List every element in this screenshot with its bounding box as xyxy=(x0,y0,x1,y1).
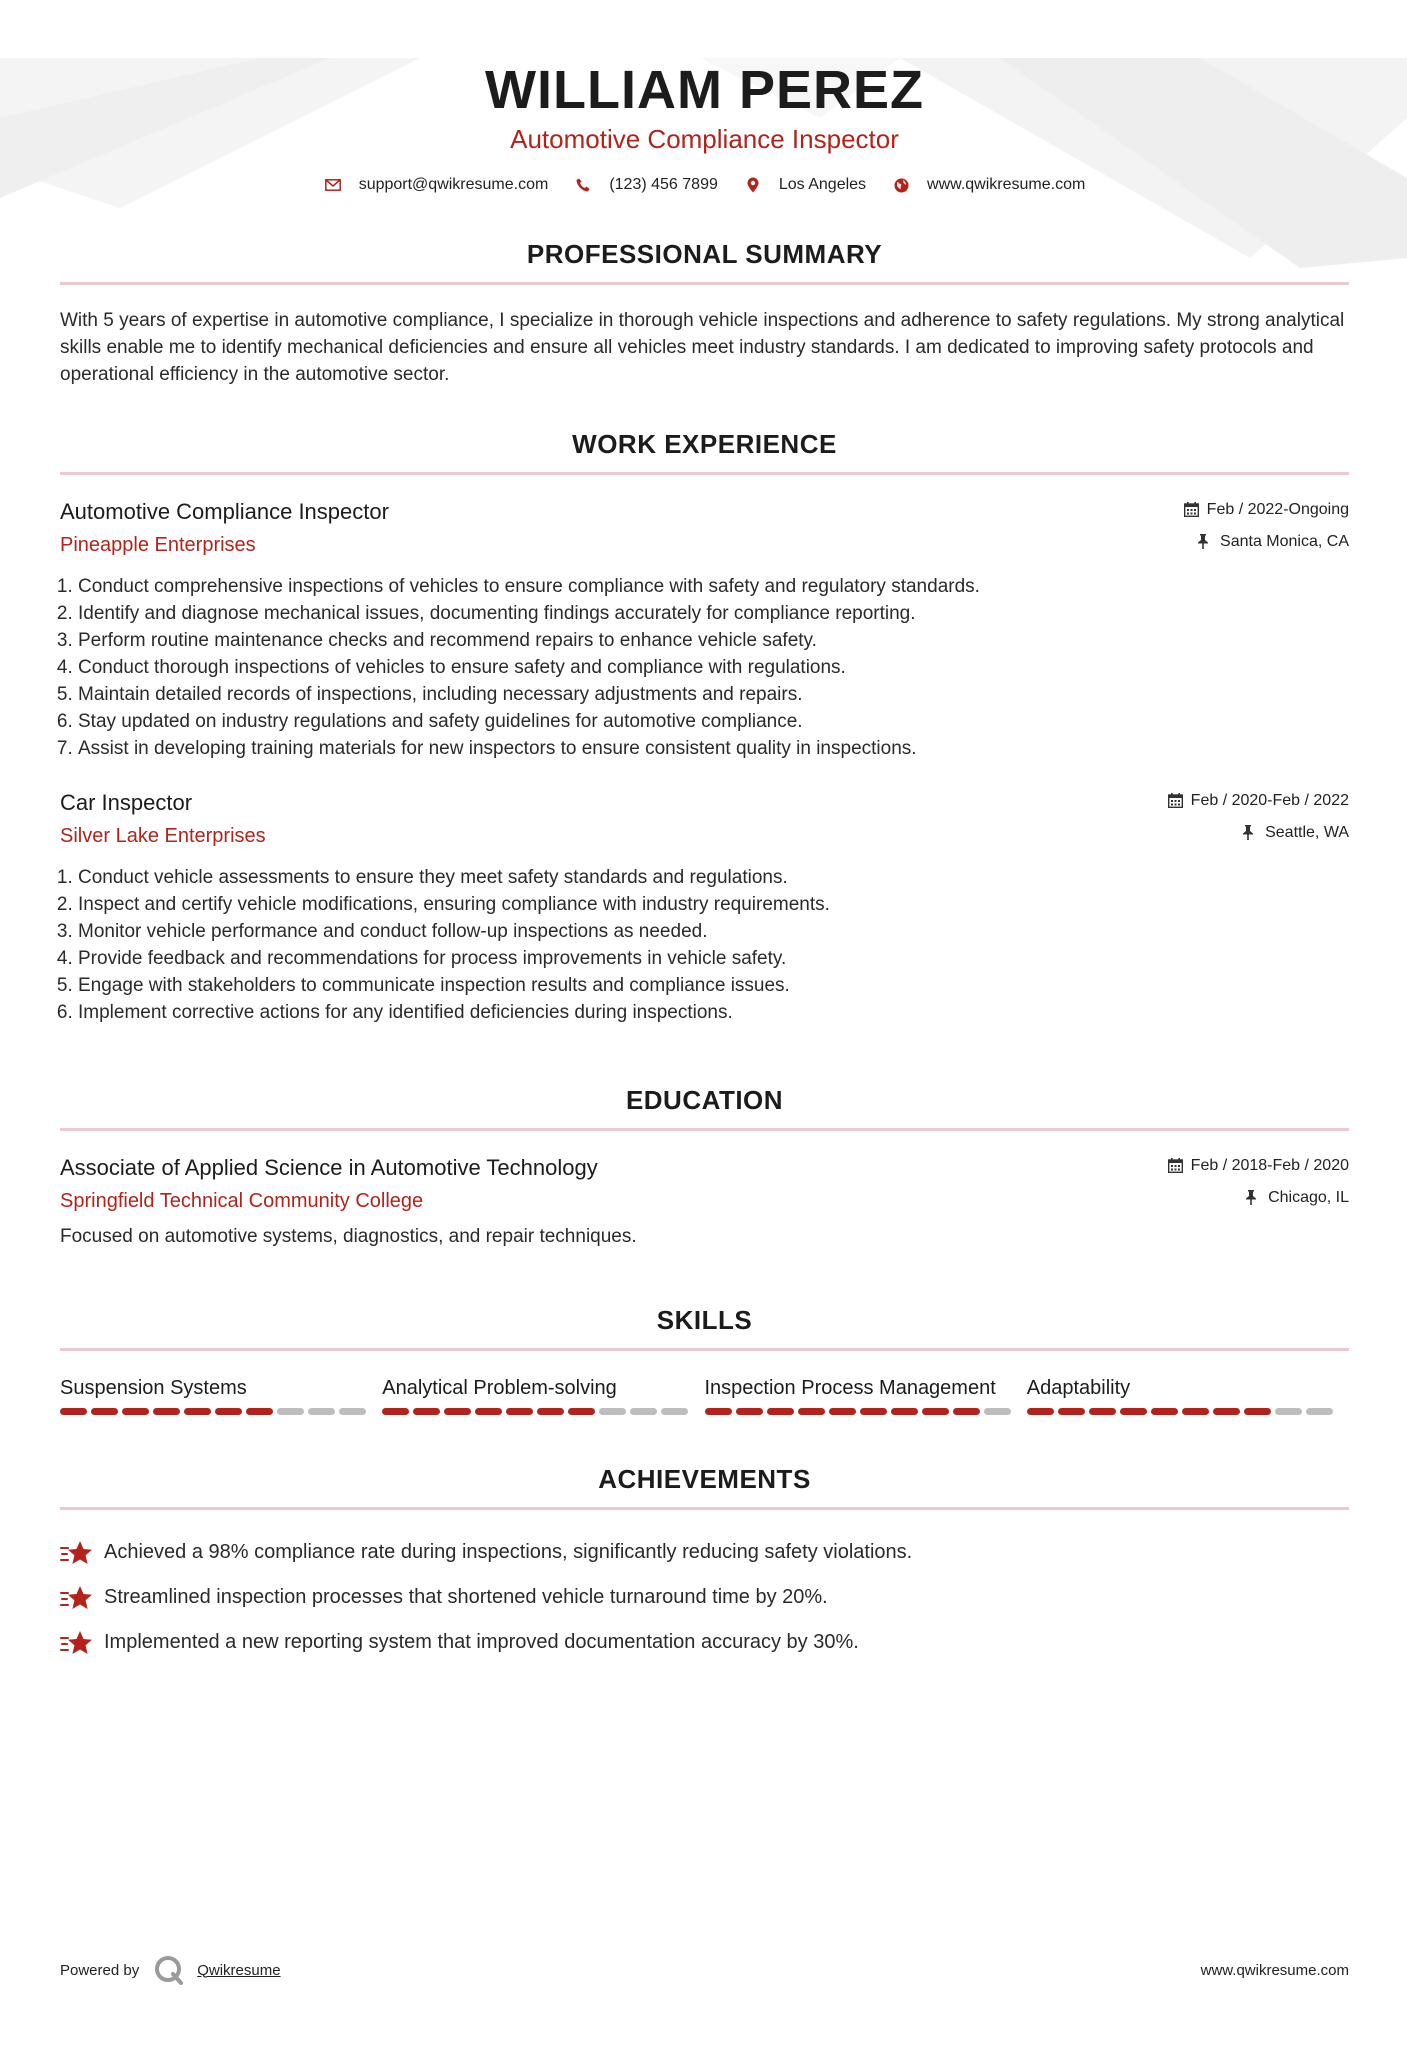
footer xyxy=(60,1954,1349,1986)
envelope-icon xyxy=(324,176,342,194)
contact-email-text: support@qwikresume.com xyxy=(358,176,549,193)
rating-dot-filled xyxy=(246,1408,273,1415)
achievement-text: Achieved a 98% compliance rate during inspections, significantly reducing safety violations. xyxy=(104,1541,913,1563)
rating-dot-filled xyxy=(829,1408,856,1415)
education-dates: Feb / 2018-Feb / 2020 xyxy=(1190,1157,1349,1174)
education-location: Chicago, IL xyxy=(1268,1189,1349,1206)
rating-dot-filled xyxy=(1089,1408,1116,1415)
education-entry xyxy=(60,1153,1349,1250)
experience-heading: WORK EXPERIENCE xyxy=(572,429,837,459)
skill-rating xyxy=(382,1408,704,1415)
rating-dot-filled xyxy=(413,1408,440,1415)
skill-rating xyxy=(60,1408,382,1415)
rating-dot-filled xyxy=(891,1408,918,1415)
skill-name: Analytical Problem-solving xyxy=(382,1377,617,1399)
job-location: Seattle, WA xyxy=(1265,824,1349,841)
rating-dot-empty xyxy=(339,1408,366,1415)
section-divider xyxy=(60,1348,1349,1351)
rating-dot-filled xyxy=(506,1408,533,1415)
rating-dot-filled xyxy=(1182,1408,1209,1415)
section-divider xyxy=(60,1507,1349,1510)
list-item: 2. Inspect and certify vehicle modifications, ensuring compliance with industry requirements. xyxy=(78,891,1349,918)
job-role: Automotive Compliance Inspector xyxy=(60,499,389,524)
contact-email[interactable] xyxy=(324,176,549,194)
job-entry xyxy=(60,788,1349,1026)
contact-location-text: Los Angeles xyxy=(778,176,867,193)
skill-rating xyxy=(705,1408,1027,1415)
brand-link[interactable]: Qwikresume xyxy=(197,1961,281,1979)
resume-page xyxy=(60,58,1349,1665)
rating-dot-filled xyxy=(475,1408,502,1415)
list-item: 6. Stay updated on industry regulations and safety guidelines for automotive compliance. xyxy=(78,708,1349,735)
rating-dot-empty xyxy=(599,1408,626,1415)
contact-location xyxy=(744,176,866,194)
skill-item xyxy=(382,1375,704,1415)
rating-dot-empty xyxy=(1275,1408,1302,1415)
candidate-title: Automotive Compliance Inspector xyxy=(510,124,899,154)
list-item: 2. Identify and diagnose mechanical issues, documenting findings accurately for compliance reporting. xyxy=(78,600,1349,627)
rating-dot-filled xyxy=(537,1408,564,1415)
summary-text: With 5 years of expertise in automotive compliance, I specialize in thorough vehicle inspections and adherence to safety regulations. My strong analytical skills enable me to identify mechanical deficiencies and ensure all vehicles meet industry standards. I am dedicated to improving safety protocols and operational efficiency in the automotive sector. xyxy=(60,310,1345,385)
contact-website-text: www.qwikresume.com xyxy=(927,176,1086,193)
rating-dot-filled xyxy=(1151,1408,1178,1415)
rating-dot-filled xyxy=(568,1408,595,1415)
list-item: 5. Engage with stakeholders to communicate inspection results and compliance issues. xyxy=(78,972,1349,999)
education-description: Focused on automotive systems, diagnostics, and repair techniques. xyxy=(60,1226,637,1247)
pushpin-icon xyxy=(1197,534,1213,550)
list-item: 1. Conduct comprehensive inspections of vehicles to ensure compliance with safety and regulatory standards. xyxy=(78,573,1349,600)
star-icon xyxy=(60,1539,94,1567)
contact-phone-text: (123) 456 7899 xyxy=(609,176,718,193)
skill-rating xyxy=(1027,1408,1349,1415)
rating-dot-empty xyxy=(277,1408,304,1415)
rating-dot-filled xyxy=(91,1408,118,1415)
job-location: Santa Monica, CA xyxy=(1220,533,1349,550)
rating-dot-filled xyxy=(798,1408,825,1415)
rating-dot-filled xyxy=(1213,1408,1240,1415)
calendar-icon xyxy=(1168,793,1184,809)
section-divider xyxy=(60,282,1349,285)
rating-dot-filled xyxy=(705,1408,732,1415)
powered-by-label: Powered by xyxy=(60,1961,140,1979)
rating-dot-filled xyxy=(184,1408,211,1415)
footer-website[interactable]: www.qwikresume.com xyxy=(1200,1961,1349,1979)
rating-dot-filled xyxy=(953,1408,980,1415)
rating-dot-filled xyxy=(1120,1408,1147,1415)
rating-dot-filled xyxy=(1027,1408,1054,1415)
skill-item xyxy=(60,1375,382,1415)
achievement-item xyxy=(60,1575,1349,1620)
rating-dot-empty xyxy=(630,1408,657,1415)
list-item: 4. Provide feedback and recommendations for process improvements in vehicle safety. xyxy=(78,945,1349,972)
skills-section xyxy=(60,1304,1349,1415)
candidate-name: WILLIAM PEREZ xyxy=(485,60,924,120)
calendar-icon xyxy=(1184,502,1200,518)
achievements-list xyxy=(60,1530,1349,1665)
achievement-text: Streamlined inspection processes that shortened vehicle turnaround time by 20%. xyxy=(104,1586,828,1608)
education-heading: EDUCATION xyxy=(625,1085,784,1115)
list-item: 3. Monitor vehicle performance and conduct follow-up inspections as needed. xyxy=(78,918,1349,945)
job-entry xyxy=(60,497,1349,762)
job-company: Pineapple Enterprises xyxy=(60,534,256,556)
pushpin-icon xyxy=(1242,825,1258,841)
rating-dot-filled xyxy=(1058,1408,1085,1415)
skill-name: Suspension Systems xyxy=(60,1377,247,1399)
rating-dot-filled xyxy=(215,1408,242,1415)
section-divider xyxy=(60,472,1349,475)
job-duties-list xyxy=(60,864,1349,1026)
job-dates: Feb / 2022-Ongoing xyxy=(1206,501,1349,518)
map-pin-icon xyxy=(744,176,762,194)
star-icon xyxy=(60,1584,94,1612)
achievement-text: Implemented a new reporting system that improved documentation accuracy by 30%. xyxy=(104,1631,859,1653)
star-icon xyxy=(60,1629,94,1657)
rating-dot-filled xyxy=(860,1408,887,1415)
summary-heading: PROFESSIONAL SUMMARY xyxy=(526,239,883,269)
degree: Associate of Applied Science in Automotive Technology xyxy=(60,1155,598,1180)
achievements-heading: ACHIEVEMENTS xyxy=(598,1464,811,1494)
job-duties-list xyxy=(60,573,1349,762)
contact-phone[interactable] xyxy=(574,176,718,194)
rating-dot-empty xyxy=(661,1408,688,1415)
list-item: 1. Conduct vehicle assessments to ensure they meet safety standards and regulations. xyxy=(78,864,1349,891)
rating-dot-filled xyxy=(382,1408,409,1415)
qwikresume-logo-icon xyxy=(153,1954,185,1986)
rating-dot-filled xyxy=(922,1408,949,1415)
achievements-section xyxy=(60,1463,1349,1665)
list-item: 5. Maintain detailed records of inspections, including necessary adjustments and repairs. xyxy=(78,681,1349,708)
rating-dot-filled xyxy=(60,1408,87,1415)
list-item: 7. Assist in developing training materials for new inspectors to ensure consistent quality in inspections. xyxy=(78,735,1349,762)
rating-dot-filled xyxy=(767,1408,794,1415)
experience-section xyxy=(60,428,1349,1026)
skills-list xyxy=(60,1375,1349,1415)
achievement-item xyxy=(60,1620,1349,1665)
school: Springfield Technical Community College xyxy=(60,1190,424,1212)
globe-icon xyxy=(892,176,910,194)
skill-name: Inspection Process Management xyxy=(704,1377,996,1399)
pushpin-icon xyxy=(1245,1190,1261,1206)
rating-dot-empty xyxy=(1306,1408,1333,1415)
contact-website[interactable] xyxy=(892,176,1085,194)
rating-dot-filled xyxy=(444,1408,471,1415)
contact-bar xyxy=(60,176,1349,194)
job-dates: Feb / 2020-Feb / 2022 xyxy=(1190,792,1349,809)
skill-item xyxy=(1027,1375,1349,1415)
rating-dot-empty xyxy=(308,1408,335,1415)
rating-dot-empty xyxy=(984,1408,1011,1415)
skill-item xyxy=(705,1375,1027,1415)
phone-icon xyxy=(574,176,592,194)
education-section xyxy=(60,1084,1349,1250)
rating-dot-filled xyxy=(1244,1408,1271,1415)
summary-section xyxy=(60,238,1349,388)
list-item: 6. Implement corrective actions for any identified deficiencies during inspections. xyxy=(78,999,1349,1026)
skills-heading: SKILLS xyxy=(656,1305,753,1335)
list-item: 3. Perform routine maintenance checks and recommend repairs to enhance vehicle safety. xyxy=(78,627,1349,654)
achievement-item xyxy=(60,1530,1349,1575)
list-item: 4. Conduct thorough inspections of vehicles to ensure safety and compliance with regulations. xyxy=(78,654,1349,681)
rating-dot-filled xyxy=(736,1408,763,1415)
rating-dot-filled xyxy=(122,1408,149,1415)
section-divider xyxy=(60,1128,1349,1131)
skill-name: Adaptability xyxy=(1026,1377,1131,1399)
rating-dot-filled xyxy=(153,1408,180,1415)
job-role: Car Inspector xyxy=(60,790,193,815)
calendar-icon xyxy=(1168,1158,1184,1174)
job-company: Silver Lake Enterprises xyxy=(60,825,266,847)
